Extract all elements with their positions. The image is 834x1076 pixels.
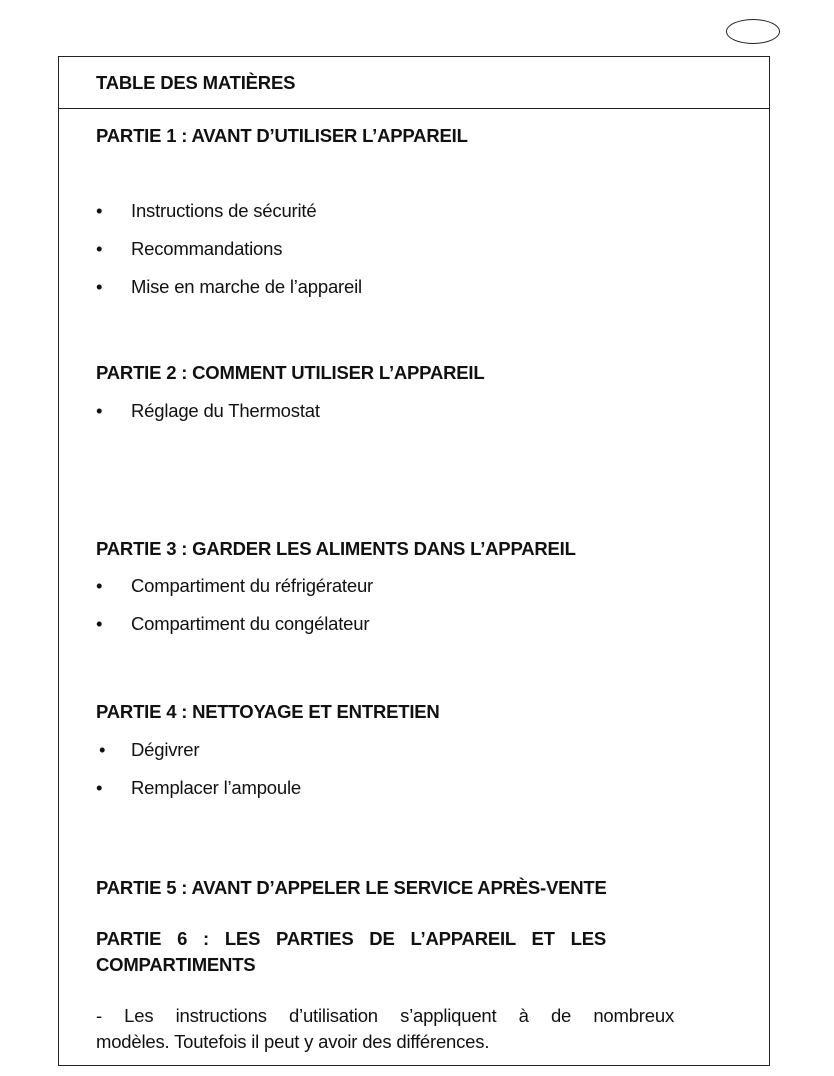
bullet-icon: •	[96, 276, 103, 297]
note-line1: - Les instructions d’utilisation s’appliquent à de nombreux	[96, 1005, 674, 1026]
bullet-icon: •	[96, 200, 103, 221]
note-paragraph	[96, 1003, 674, 1055]
bullet-icon: •	[96, 400, 103, 421]
toc-title: TABLE DES MATIÈRES	[96, 72, 296, 93]
list-item-label: Instructions de sécurité	[131, 200, 317, 221]
list-item-label: Compartiment du congélateur	[131, 613, 370, 634]
part6-heading-line1: PARTIE 6 : LES PARTIES DE L’APPAREIL ET LES	[96, 928, 606, 949]
list-item-label: Dégivrer	[131, 739, 200, 760]
list-item-label: Remplacer l’ampoule	[131, 777, 301, 798]
list-item-label: Recommandations	[131, 238, 283, 259]
bullet-icon: •	[96, 238, 103, 259]
page-number-oval	[726, 19, 780, 44]
part3-heading: PARTIE 3 : GARDER LES ALIMENTS DANS L’APPAREIL	[96, 538, 576, 559]
list-item-label: Réglage du Thermostat	[131, 400, 320, 421]
list-item-label: Mise en marche de l’appareil	[131, 276, 362, 297]
bullet-icon: •	[96, 777, 103, 798]
bullet-icon: •	[96, 613, 103, 634]
part6-heading	[96, 926, 606, 978]
bullet-icon: •	[96, 575, 103, 596]
bullet-icon: •	[99, 739, 106, 760]
part2-heading: PARTIE 2 : COMMENT UTILISER L’APPAREIL	[96, 362, 485, 383]
note-line2: modèles. Toutefois il peut y avoir des différences.	[96, 1031, 490, 1052]
part6-heading-line2: COMPARTIMENTS	[96, 954, 256, 975]
part4-heading: PARTIE 4 : NETTOYAGE ET ENTRETIEN	[96, 701, 440, 722]
part1-heading: PARTIE 1 : AVANT D’UTILISER L’APPAREIL	[96, 125, 468, 146]
part5-heading: PARTIE 5 : AVANT D’APPELER LE SERVICE APRÈS-VENTE	[96, 877, 607, 898]
list-item-label: Compartiment du réfrigérateur	[131, 575, 373, 596]
